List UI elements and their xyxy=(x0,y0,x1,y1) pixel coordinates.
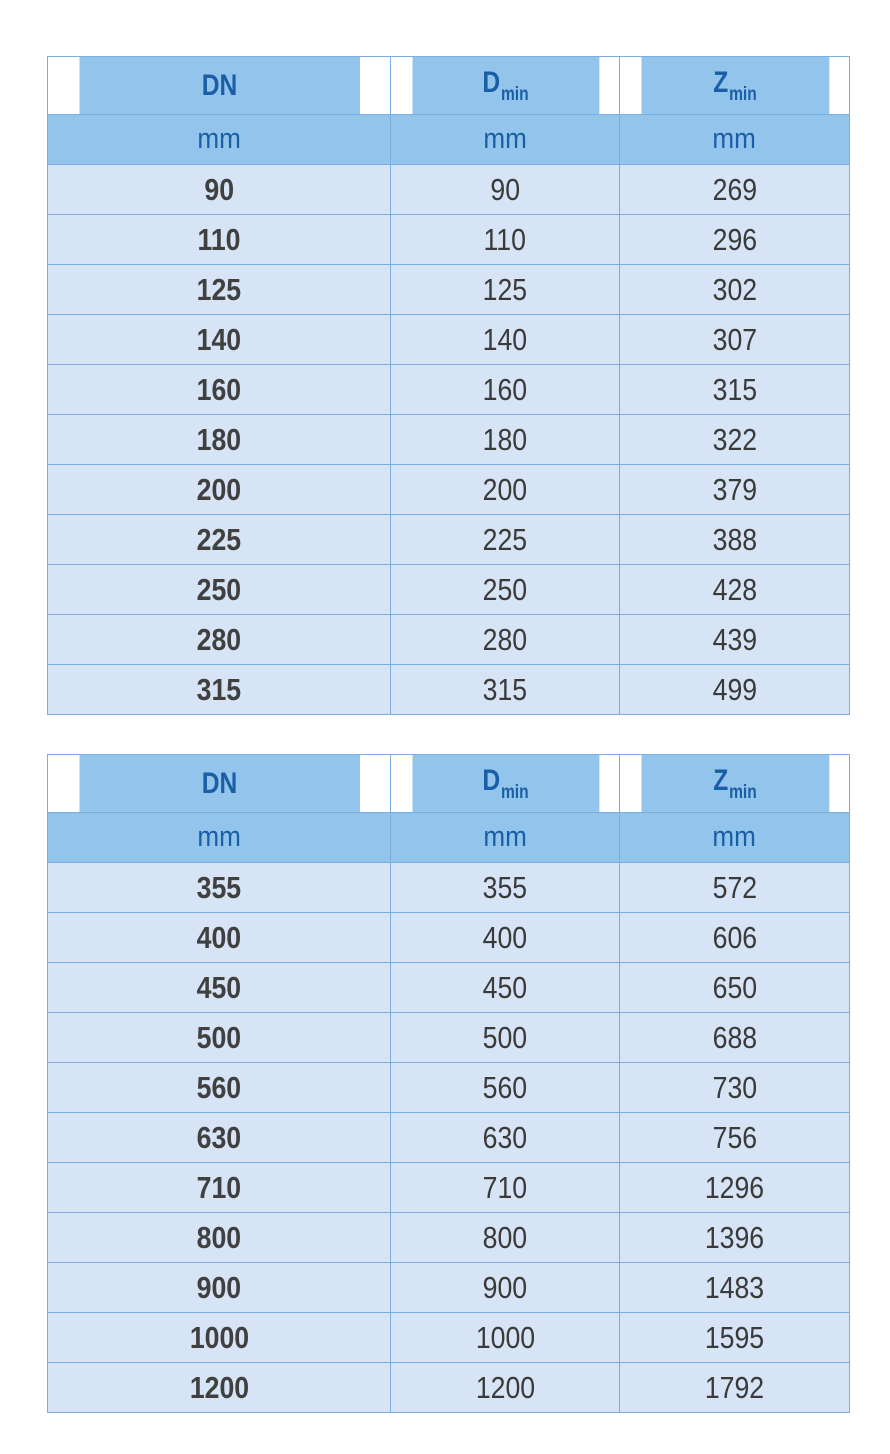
table-row xyxy=(48,1113,850,1163)
table-unit-row xyxy=(48,813,850,863)
unit-z-min: mm xyxy=(620,813,850,863)
cell-z-min: 572 xyxy=(620,863,850,913)
unit-dn: mm xyxy=(48,813,391,863)
cell-dn: 315 xyxy=(48,665,391,715)
table-row xyxy=(48,315,850,365)
cell-z-min: 688 xyxy=(620,1013,850,1063)
cell-dn: 710 xyxy=(48,1163,391,1213)
cell-dn: 560 xyxy=(48,1063,391,1113)
cell-z-min: 379 xyxy=(620,465,850,515)
table-row xyxy=(48,1313,850,1363)
table-row xyxy=(48,1163,850,1213)
cell-z-min: 730 xyxy=(620,1063,850,1113)
table-header-row xyxy=(48,755,850,813)
header-z-min: $Z_{min}$ xyxy=(640,755,829,813)
cell-z-min: 756 xyxy=(620,1113,850,1163)
cell-d-min: 630 xyxy=(391,1113,620,1163)
cell-d-min: 900 xyxy=(391,1263,620,1313)
cell-d-min: 560 xyxy=(391,1063,620,1113)
cell-dn: 1200 xyxy=(48,1363,391,1413)
cell-z-min: 302 xyxy=(620,265,850,315)
cell-dn: 280 xyxy=(48,615,391,665)
unit-d-min: mm xyxy=(391,813,620,863)
table-row xyxy=(48,1013,850,1063)
table-row xyxy=(48,1063,850,1113)
unit-d-min: mm xyxy=(391,115,620,165)
table-row xyxy=(48,415,850,465)
table-row xyxy=(48,265,850,315)
header-z-min: $Z_{min}$ xyxy=(640,57,829,115)
cell-dn: 125 xyxy=(48,265,391,315)
cell-d-min: 125 xyxy=(391,265,620,315)
cell-z-min: 499 xyxy=(620,665,850,715)
table-row xyxy=(48,1213,850,1263)
cell-d-min: 140 xyxy=(391,315,620,365)
cell-dn: 800 xyxy=(48,1213,391,1263)
cell-dn: 90 xyxy=(48,165,391,215)
cell-d-min: 225 xyxy=(391,515,620,565)
dimension-table-1 xyxy=(47,56,850,715)
cell-d-min: 250 xyxy=(391,565,620,615)
cell-z-min: 1595 xyxy=(620,1313,850,1363)
table-row xyxy=(48,165,850,215)
table-row xyxy=(48,565,850,615)
table-unit-row xyxy=(48,115,850,165)
cell-d-min: 400 xyxy=(391,913,620,963)
table-row xyxy=(48,963,850,1013)
table-row xyxy=(48,1363,850,1413)
cell-d-min: 280 xyxy=(391,615,620,665)
cell-z-min: 1792 xyxy=(620,1363,850,1413)
cell-dn: 180 xyxy=(48,415,391,465)
cell-z-min: 650 xyxy=(620,963,850,1013)
cell-dn: 200 xyxy=(48,465,391,515)
cell-z-min: 439 xyxy=(620,615,850,665)
cell-d-min: 1000 xyxy=(391,1313,620,1363)
cell-d-min: 90 xyxy=(391,165,620,215)
cell-dn: 630 xyxy=(48,1113,391,1163)
cell-d-min: 110 xyxy=(391,215,620,265)
cell-z-min: 269 xyxy=(620,165,850,215)
cell-dn: 110 xyxy=(48,215,391,265)
table-header-row xyxy=(48,57,850,115)
cell-d-min: 315 xyxy=(391,665,620,715)
cell-d-min: 500 xyxy=(391,1013,620,1063)
header-dn: DN xyxy=(78,755,359,813)
table-row xyxy=(48,913,850,963)
cell-dn: 140 xyxy=(48,315,391,365)
cell-d-min: 180 xyxy=(391,415,620,465)
cell-z-min: 606 xyxy=(620,913,850,963)
table-row xyxy=(48,515,850,565)
cell-z-min: 1483 xyxy=(620,1263,850,1313)
cell-z-min: 1296 xyxy=(620,1163,850,1213)
unit-dn: mm xyxy=(48,115,391,165)
table-row xyxy=(48,615,850,665)
cell-d-min: 710 xyxy=(391,1163,620,1213)
cell-z-min: 428 xyxy=(620,565,850,615)
cell-dn: 400 xyxy=(48,913,391,963)
cell-z-min: 1396 xyxy=(620,1213,850,1263)
cell-dn: 900 xyxy=(48,1263,391,1313)
cell-d-min: 450 xyxy=(391,963,620,1013)
dimension-table-2 xyxy=(47,754,850,1413)
cell-d-min: 160 xyxy=(391,365,620,415)
table-row xyxy=(48,465,850,515)
cell-d-min: 355 xyxy=(391,863,620,913)
header-dn: DN xyxy=(78,57,359,115)
header-d-min: $D_{min}$ xyxy=(411,57,599,115)
cell-d-min: 200 xyxy=(391,465,620,515)
table-row xyxy=(48,665,850,715)
cell-d-min: 800 xyxy=(391,1213,620,1263)
cell-dn: 160 xyxy=(48,365,391,415)
cell-z-min: 315 xyxy=(620,365,850,415)
unit-z-min: mm xyxy=(620,115,850,165)
table-row xyxy=(48,1263,850,1313)
cell-z-min: 322 xyxy=(620,415,850,465)
cell-z-min: 296 xyxy=(620,215,850,265)
cell-z-min: 307 xyxy=(620,315,850,365)
cell-dn: 500 xyxy=(48,1013,391,1063)
table-row xyxy=(48,863,850,913)
cell-d-min: 1200 xyxy=(391,1363,620,1413)
cell-z-min: 388 xyxy=(620,515,850,565)
table-row xyxy=(48,215,850,265)
header-d-min: $D_{min}$ xyxy=(411,755,599,813)
cell-dn: 225 xyxy=(48,515,391,565)
cell-dn: 1000 xyxy=(48,1313,391,1363)
cell-dn: 355 xyxy=(48,863,391,913)
table-row xyxy=(48,365,850,415)
cell-dn: 250 xyxy=(48,565,391,615)
cell-dn: 450 xyxy=(48,963,391,1013)
